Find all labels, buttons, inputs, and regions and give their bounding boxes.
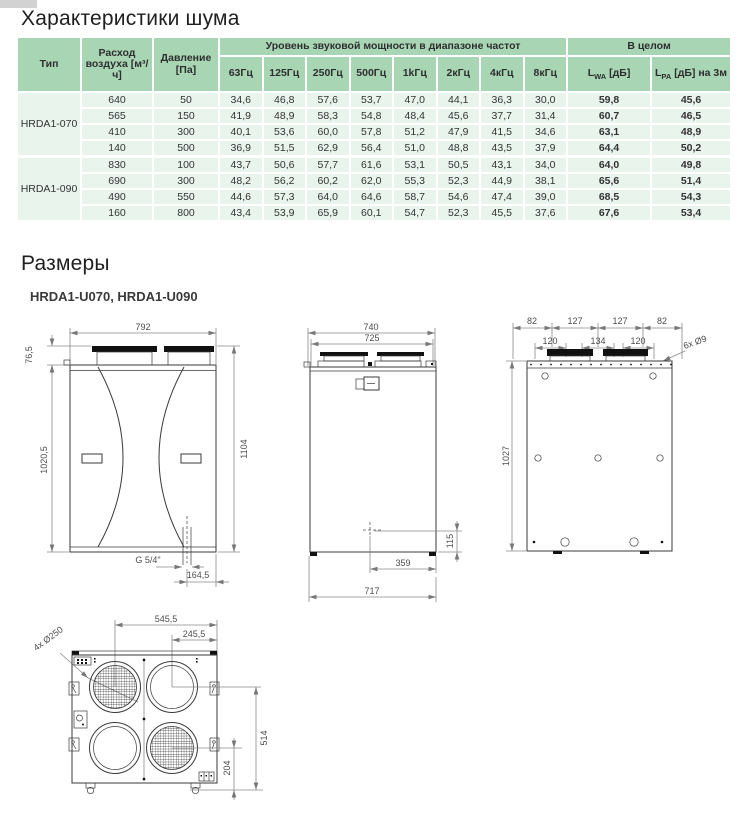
band-cell: 54,6 — [437, 189, 481, 205]
band-cell: 43,1 — [480, 157, 524, 174]
pressure-cell: 150 — [153, 108, 219, 124]
col-header-lpa: $L_{PA}$ [дБ] на 3м — [651, 56, 731, 92]
band-cell: 57,8 — [350, 124, 394, 140]
side-view-drawing — [280, 320, 505, 612]
dim-label-bottom-ducts: 4x Ø250 — [31, 624, 65, 653]
col-header-63hz: 63Гц — [219, 56, 263, 92]
pressure-cell: 300 — [153, 124, 219, 140]
band-cell: 47,4 — [480, 189, 524, 205]
col-header-band-group: Уровень звуковой мощности в диапазоне частот — [219, 37, 567, 56]
band-cell: 44,9 — [480, 173, 524, 189]
table-row — [17, 140, 731, 157]
band-cell: 53,1 — [393, 157, 437, 174]
duct-opening-top-left — [90, 662, 141, 713]
pressure-cell: 500 — [153, 140, 219, 157]
band-cell: 46,8 — [263, 92, 307, 108]
pressure-cell: 800 — [153, 205, 219, 221]
band-cell: 43,4 — [219, 205, 263, 221]
dim-label-back-stub-mid: 134 — [590, 336, 606, 346]
table-header-row — [17, 37, 731, 56]
table-row — [17, 189, 731, 205]
band-cell: 37,6 — [524, 205, 568, 221]
models-subtitle: HRDA1-U070, HRDA1-U090 — [30, 289, 198, 304]
front-handle-right — [181, 454, 201, 463]
table-row — [17, 108, 731, 124]
dim-label-bottom-duct-span: 545,5 — [154, 614, 178, 624]
band-cell: 54,8 — [350, 108, 394, 124]
airflow-cell: 830 — [81, 157, 153, 174]
band-cell: 64,6 — [350, 189, 394, 205]
band-cell: 48,8 — [437, 140, 481, 157]
band-cell: 53,7 — [350, 92, 394, 108]
col-header-pressure: Давление [Па] — [153, 37, 219, 92]
table-row — [17, 157, 731, 174]
airflow-cell: 410 — [81, 124, 153, 140]
lwa-cell: 64,0 — [567, 157, 651, 174]
lwa-cell: 59,8 — [567, 92, 651, 108]
dim-label-back-span-right: 127 — [612, 316, 628, 326]
band-cell: 45,5 — [480, 205, 524, 221]
airflow-cell: 160 — [81, 205, 153, 221]
side-cabinet-outline — [310, 367, 436, 552]
airflow-cell: 490 — [81, 189, 153, 205]
band-cell: 52,3 — [437, 205, 481, 221]
dim-label-bottom-duct-offset: 245,5 — [182, 629, 206, 639]
band-cell: 60,2 — [306, 173, 350, 189]
lwa-cell: 64,4 — [567, 140, 651, 157]
dim-label-back-height: 1027 — [501, 445, 511, 467]
band-cell: 55,3 — [393, 173, 437, 189]
band-cell: 56,2 — [263, 173, 307, 189]
dim-label-side-drain-depth: 359 — [395, 558, 411, 568]
band-cell: 62,0 — [350, 173, 394, 189]
band-cell: 51,2 — [393, 124, 437, 140]
lpa-cell: 53,4 — [651, 205, 731, 221]
band-cell: 34,6 — [219, 92, 263, 108]
unit-type-cell: HRDA1-090 — [17, 157, 81, 222]
band-cell: 64,0 — [306, 189, 350, 205]
band-cell: 56,4 — [350, 140, 394, 157]
lpa-cell: 48,9 — [651, 124, 731, 140]
band-cell: 57,3 — [263, 189, 307, 205]
col-header-2khz: 2кГц — [437, 56, 481, 92]
table-row — [17, 173, 731, 189]
front-duct-stub-right — [164, 346, 214, 352]
col-header-1khz: 1kГц — [393, 56, 437, 92]
band-cell: 39,0 — [524, 189, 568, 205]
lpa-cell: 46,5 — [651, 108, 731, 124]
front-view-drawing — [20, 320, 270, 602]
band-cell: 51,0 — [393, 140, 437, 157]
dim-label-front-flange-height: 76,5 — [24, 346, 34, 364]
band-cell: 40,1 — [219, 124, 263, 140]
col-header-airflow: Расход воздуха [м³/ч] — [81, 37, 153, 92]
dim-label-front-door-height: 1020,5 — [39, 446, 49, 474]
back-flange-holes — [530, 364, 672, 366]
lpa-cell: 50,2 — [651, 140, 731, 157]
band-cell: 36,3 — [480, 92, 524, 108]
col-header-125hz: 125Гц — [263, 56, 307, 92]
band-cell: 61,6 — [350, 157, 394, 174]
band-cell: 54,7 — [393, 205, 437, 221]
back-panel-outline — [527, 361, 672, 551]
table-row — [17, 124, 731, 140]
dim-label-back-span-left: 127 — [567, 316, 583, 326]
back-view-drawing — [500, 313, 751, 578]
band-cell: 48,9 — [263, 108, 307, 124]
dim-label-side-depth: 717 — [364, 586, 380, 596]
dim-label-back-stub-right: 120 — [630, 336, 646, 346]
back-mounting-holes — [535, 373, 663, 546]
dim-label-side-outer-width: 740 — [363, 322, 379, 332]
dim-label-side-drain-height: 115 — [445, 533, 455, 549]
airflow-cell: 565 — [81, 108, 153, 124]
lpa-cell: 45,6 — [651, 92, 731, 108]
lwa-cell: 65,6 — [567, 173, 651, 189]
dim-label-front-total-height: 1104 — [239, 439, 249, 459]
pressure-cell: 100 — [153, 157, 219, 174]
band-cell: 53,9 — [263, 205, 307, 221]
band-cell: 34,0 — [524, 157, 568, 174]
noise-table — [16, 36, 732, 222]
bottom-view-drawing — [20, 598, 282, 826]
band-cell: 43,7 — [219, 157, 263, 174]
band-cell: 60,1 — [350, 205, 394, 221]
lwa-cell: 68,5 — [567, 189, 651, 205]
duct-opening-bottom-left — [90, 723, 141, 774]
dim-label-bottom-depth-main: 514 — [259, 730, 269, 746]
band-cell: 37,9 — [524, 140, 568, 157]
band-cell: 41,5 — [480, 124, 524, 140]
front-handle-left — [82, 454, 102, 463]
table-row — [17, 92, 731, 108]
front-door-curve-right — [159, 367, 184, 547]
noise-table-body — [17, 92, 731, 221]
band-cell: 31,4 — [524, 108, 568, 124]
lpa-cell: 54,3 — [651, 189, 731, 205]
lwa-cell: 67,6 — [567, 205, 651, 221]
band-cell: 41,9 — [219, 108, 263, 124]
col-header-250hz: 250Гц — [306, 56, 350, 92]
col-header-8khz: 8кГц — [524, 56, 568, 92]
band-cell: 43,5 — [480, 140, 524, 157]
band-cell: 48,4 — [393, 108, 437, 124]
section-title-noise: Характеристики шума — [21, 7, 240, 30]
band-cell: 30,0 — [524, 92, 568, 108]
band-cell: 38,1 — [524, 173, 568, 189]
dim-label-back-edge-right: 82 — [656, 316, 668, 326]
dim-label-back-holes: 6x Ø9 — [681, 333, 708, 351]
dim-label-side-inner-width: 725 — [364, 333, 380, 343]
band-cell: 34,6 — [524, 124, 568, 140]
dim-label-front-width: 792 — [135, 322, 151, 332]
col-header-4khz: 4кГц — [480, 56, 524, 92]
airflow-cell: 690 — [81, 173, 153, 189]
band-cell: 51,5 — [263, 140, 307, 157]
dim-label-bottom-depth-small: 204 — [222, 760, 232, 776]
band-cell: 44,1 — [437, 92, 481, 108]
band-cell: 57,7 — [306, 157, 350, 174]
airflow-cell: 640 — [81, 92, 153, 108]
front-cabinet-outline — [70, 365, 216, 552]
pressure-cell: 50 — [153, 92, 219, 108]
dim-label-front-drain-thread: G 5/4" — [135, 555, 161, 565]
col-header-lwa: $L_{WA}$ [дБ] — [567, 56, 651, 92]
band-cell: 47,9 — [437, 124, 481, 140]
lpa-cell: 51,4 — [651, 173, 731, 189]
dim-label-back-stub-left: 120 — [542, 336, 558, 346]
band-cell: 50,5 — [437, 157, 481, 174]
airflow-cell: 140 — [81, 140, 153, 157]
col-header-type: Тип — [17, 37, 81, 92]
band-cell: 60,0 — [306, 124, 350, 140]
lwa-cell: 63,1 — [567, 124, 651, 140]
band-cell: 53,6 — [263, 124, 307, 140]
band-cell: 37,7 — [480, 108, 524, 124]
lpa-cell: 49,8 — [651, 157, 731, 174]
band-cell: 47,0 — [393, 92, 437, 108]
band-cell: 58,3 — [306, 108, 350, 124]
band-cell: 58,7 — [393, 189, 437, 205]
unit-type-cell: HRDA1-070 — [17, 92, 81, 157]
band-cell: 48,2 — [219, 173, 263, 189]
front-duct-stub-left — [92, 346, 157, 352]
pressure-cell: 550 — [153, 189, 219, 205]
pressure-cell: 300 — [153, 173, 219, 189]
band-cell: 65,9 — [306, 205, 350, 221]
col-header-overall-group: В целом — [567, 37, 731, 56]
dim-label-back-edge-left: 82 — [526, 316, 538, 326]
band-cell: 45,6 — [437, 108, 481, 124]
table-row — [17, 205, 731, 221]
lwa-cell: 60,7 — [567, 108, 651, 124]
section-title-dimensions: Размеры — [21, 252, 110, 275]
band-cell: 44,6 — [219, 189, 263, 205]
band-cell: 52,3 — [437, 173, 481, 189]
band-cell: 36,9 — [219, 140, 263, 157]
band-cell: 50,6 — [263, 157, 307, 174]
col-header-500hz: 500Гц — [350, 56, 394, 92]
band-cell: 62,9 — [306, 140, 350, 157]
dim-label-front-drain-offset: 164,5 — [186, 570, 210, 580]
band-cell: 57,6 — [306, 92, 350, 108]
